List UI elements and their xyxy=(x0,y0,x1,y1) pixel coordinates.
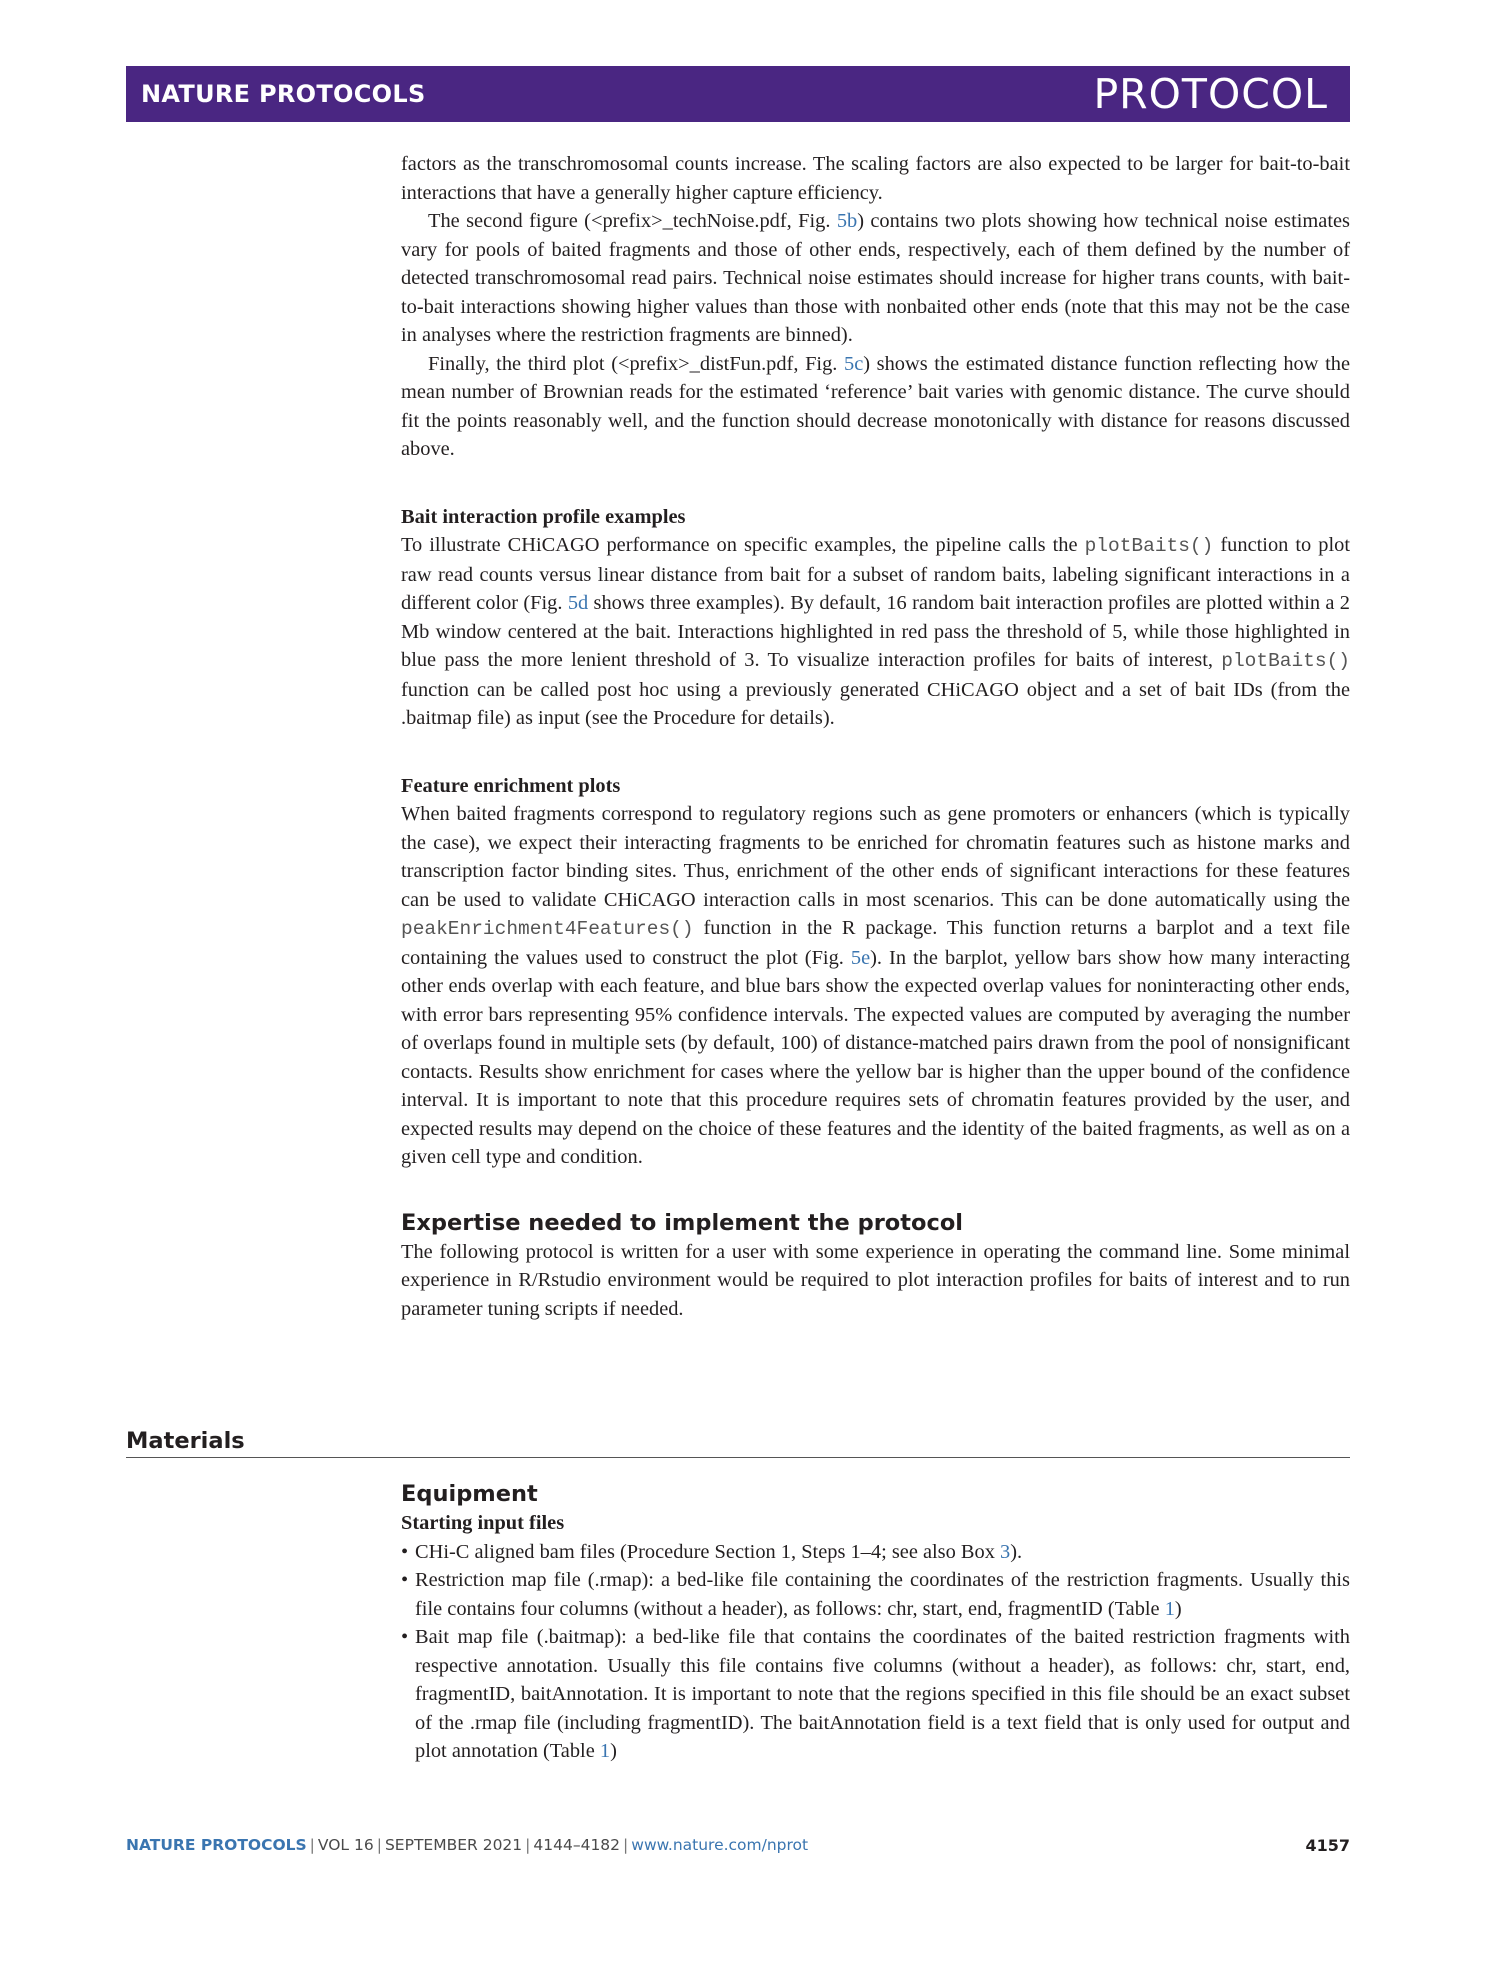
footer-separator: | xyxy=(309,1836,315,1854)
figure-link-5d[interactable]: 5d xyxy=(567,592,589,614)
bullet-icon: • xyxy=(401,1540,409,1563)
footer-journal: NATURE PROTOCOLS xyxy=(126,1836,307,1854)
figure-link-5c[interactable]: 5c xyxy=(844,352,864,375)
feature-section-paragraph: When baited fragments correspond to regulatory regions such as gene promoters or enhancers (which is typically the case), we expect their interacting fragments to be enriched for chromatin features such as histone marks and transcription factor binding sites. Thus, enrichment of the other ends of significant interactions for these features can be used to validate CHiCAGO interaction calls in most scenarios. This can be done automatically using the peakEnrichment4Features() function in the R package. This function returns a barplot and a text file containing the values used to construct the plot (Fig. 5e). In the barplot, yellow bars show how many interacting other ends overlap with each feature, and blue bars show the expected overlap values for noninteracting other ends, with error bars representing 95% confidence intervals. The expected values are computed by averaging the number of overlaps found in multiple sets (by default, 100) of distance-matched pairs drawn from the pool of nonsignificant contacts. Results show enrichment for cases where the yellow bar is higher than the upper bound of the confidence interval. It is important to note that this procedure requires sets of chromatin features provided by the user, and expected results may depend on the choice of these features and the identity of the baited fragments, as well as on a given cell type and condition. xyxy=(401,803,1350,1168)
list-item: • CHi-C aligned bam files (Procedure Section 1, Steps 1–4; see also Box 3). xyxy=(401,1538,1350,1567)
page-number: 4157 xyxy=(1305,1836,1350,1855)
footer-separator: | xyxy=(376,1836,382,1854)
materials-heading-rule xyxy=(126,1428,1350,1458)
code-plotbaits: plotBaits() xyxy=(1084,535,1214,557)
table-link-1[interactable]: 1 xyxy=(1164,1597,1175,1620)
footer-separator: | xyxy=(623,1836,629,1854)
input-files-list xyxy=(401,1538,1350,1766)
footer-date: SEPTEMBER 2021 xyxy=(384,1836,523,1854)
bullet-icon: • xyxy=(401,1626,409,1648)
footer-separator: | xyxy=(525,1836,531,1854)
figure-link-5e[interactable]: 5e xyxy=(850,946,871,969)
main-content xyxy=(401,150,1350,1323)
materials-content xyxy=(401,1480,1350,1766)
intro-paragraph-2: The second figure (<prefix>_techNoise.pdf, Fig. 5b) contains two plots showing how technical noise estimates vary for pools of baited fragments and those of other ends, respectively, each of them defined by the number of detected transchromosomal read pairs. Technical noise estimates should increase for higher trans counts, with bait-to-bait interactions showing higher values than those with nonbaited other ends (note that this may not be the case in analyses where the restriction fragments are binned). xyxy=(401,210,1350,346)
starting-input-files-heading: Starting input files xyxy=(401,1512,565,1534)
list-item: • Bait map file (.baitmap): a bed-like file that contains the coordinates of the baited restriction fragments with respective annotation. Usually this file contains five columns (without a header), as follows: chr, start, end, fragmentID, baitAnnotation. It is important to note that the regions specified in this file should be an exact subset of the .rmap file (including fragmentID). The baitAnnotation field is a text field that is only used for output and plot annotation (Table 1) xyxy=(401,1623,1350,1766)
bullet-icon: • xyxy=(401,1569,409,1591)
equipment-heading: Equipment xyxy=(401,1481,538,1507)
journal-header-bar xyxy=(126,66,1350,122)
feature-section-heading: Feature enrichment plots xyxy=(401,774,621,797)
expertise-heading: Expertise needed to implement the protocol xyxy=(401,1209,963,1236)
intro-paragraph-1: factors as the transchromosomal counts increase. The scaling factors are also expected to be larger for bait-to-bait interactions that have a generally higher capture efficiency. xyxy=(401,153,1350,204)
box-link-3[interactable]: 3 xyxy=(1000,1540,1011,1563)
page-footer xyxy=(126,1836,1350,1860)
footer-pages: 4144–4182 xyxy=(533,1836,621,1854)
footer-volume: VOL 16 xyxy=(317,1836,374,1854)
article-type: PROTOCOL xyxy=(1093,70,1328,118)
bait-section-heading: Bait interaction profile examples xyxy=(401,505,686,528)
figure-link-5b[interactable]: 5b xyxy=(836,210,858,232)
materials-heading: Materials xyxy=(126,1428,245,1454)
intro-paragraph-3: Finally, the third plot (<prefix>_distFun.pdf, Fig. 5c) shows the estimated distance function reflecting how the mean number of Brownian reads for the estimated ‘reference’ bait varies with genomic distance. The curve should fit the points reasonably well, and the function should decrease monotonically with distance for reasons discussed above. xyxy=(401,352,1350,460)
table-link-1b[interactable]: 1 xyxy=(599,1740,611,1762)
code-plotbaits-2: plotBaits() xyxy=(1221,650,1350,672)
expertise-paragraph: The following protocol is written for a user with some experience in operating the command line. Some minimal experience in R/Rstudio environment would be required to plot interaction profiles for baits of interest and to run parameter tuning scripts if needed. xyxy=(401,1240,1350,1320)
bait-section-paragraph: To illustrate CHiCAGO performance on specific examples, the pipeline calls the plotBaits() function to plot raw read counts versus linear distance from bait for a subset of random baits, labeling significant interactions in a different color (Fig. 5d shows three examples). By default, 16 random bait interaction profiles are plotted within a 2 Mb window centered at the bait. Interactions highlighted in red pass the threshold of 5, while those highlighted in blue pass the more lenient threshold of 3. To visualize interaction profiles for baits of interest, plotBaits() function can be called post hoc using a previously generated CHiCAGO object and a set of bait IDs (from the .baitmap file) as input (see the Procedure for details). xyxy=(401,534,1351,729)
code-peakenrichment: peakEnrichment4Features() xyxy=(401,918,694,940)
footer-url-link[interactable]: www.nature.com/nprot xyxy=(631,1836,809,1854)
list-item: • Restriction map file (.rmap): a bed-like file containing the coordinates of the restriction fragments. Usually this file contains four columns (without a header), as follows: chr, start, end, fragmentID (Table 1) xyxy=(401,1566,1350,1623)
journal-name: NATURE PROTOCOLS xyxy=(141,80,426,108)
